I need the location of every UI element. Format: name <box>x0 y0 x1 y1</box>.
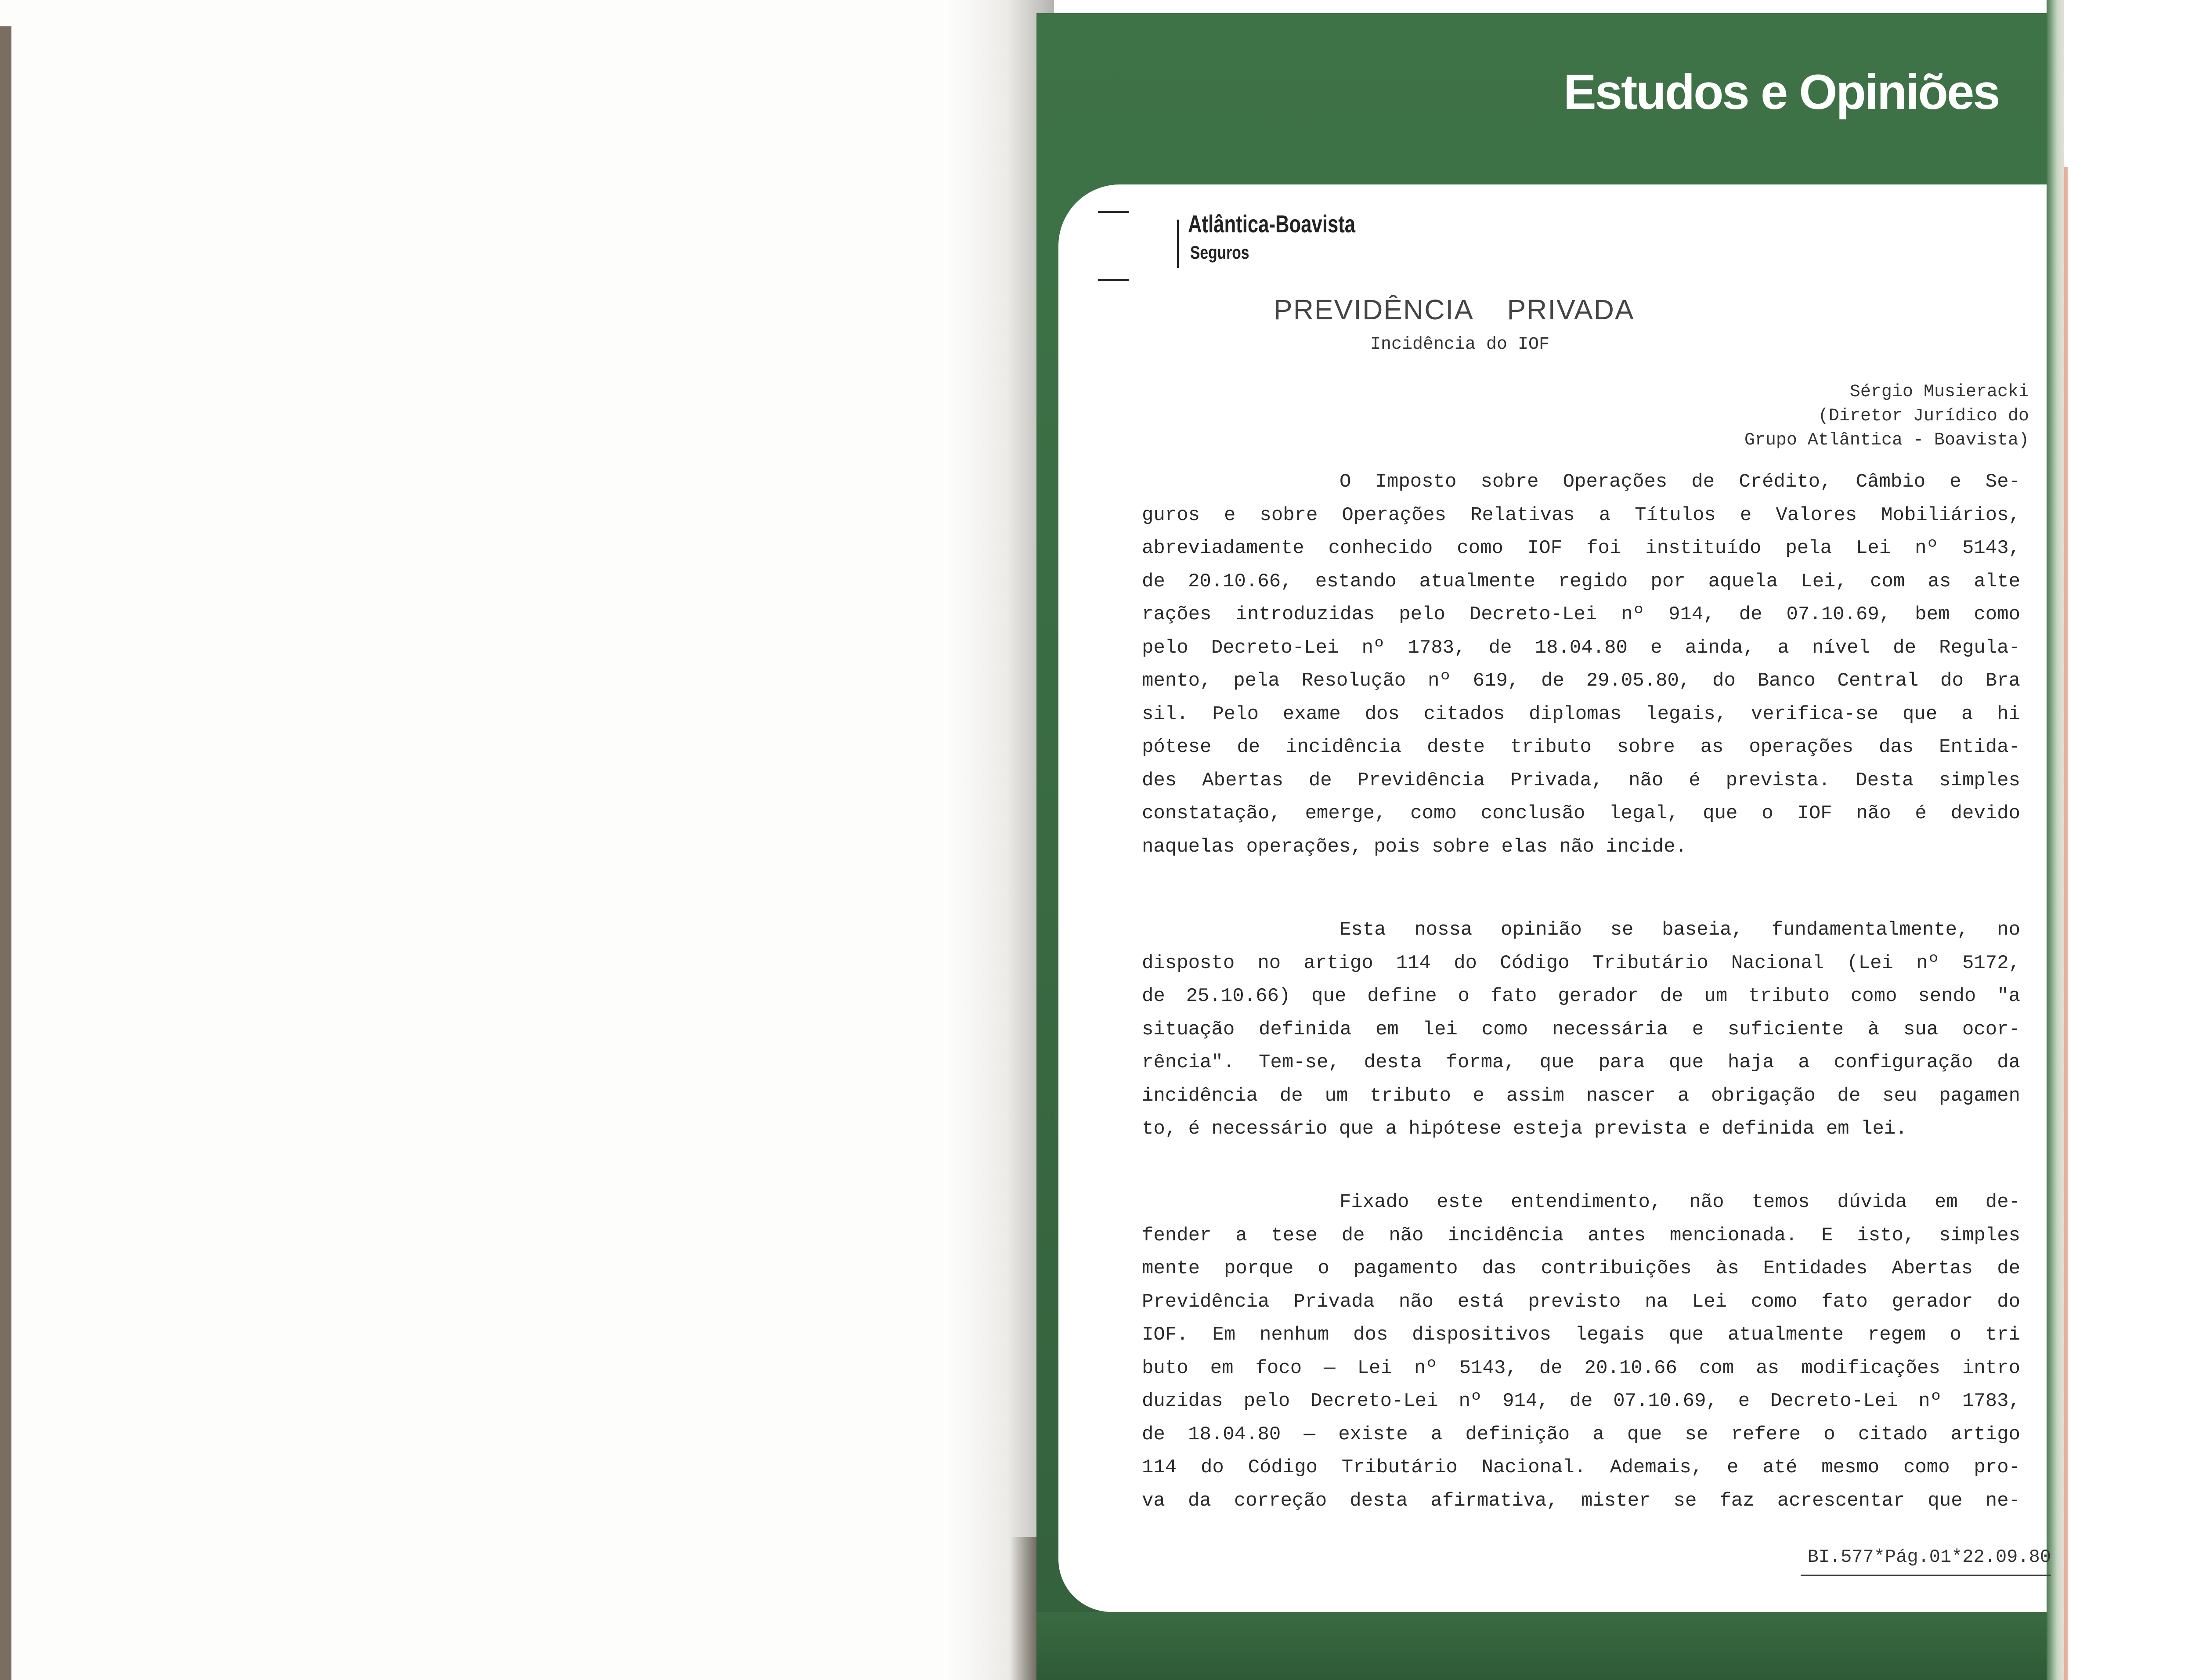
text-line: guros e sobre Operações Relativas a Títulos e Valores Mobiliários, <box>1142 504 2020 526</box>
text-line: mento, pela Resolução nº 619, de 29.05.80, do Banco Central do Bra <box>1142 670 2020 692</box>
text-line: fender a tese de não incidência antes mencionada. E isto, simples <box>1142 1224 2020 1246</box>
text-line: mente porque o pagamento das contribuições às Entidades Abertas de <box>1142 1257 2020 1279</box>
left-page-edge <box>0 26 11 1680</box>
text-line: pelo Decreto-Lei nº 1783, de 18.04.80 e ainda, a nível de Regula- <box>1142 636 2020 659</box>
text-line: de 20.10.66, estando atualmente regido por aquela Lei, com as alte <box>1142 570 2020 593</box>
paragraph-3 <box>1142 1186 2020 1517</box>
right-page-edge <box>2047 0 2064 1680</box>
bottom-green-band <box>1036 1612 2064 1680</box>
text-line: de 18.04.80 — existe a definição a que se refere o citado artigo <box>1142 1423 2020 1445</box>
text-line: incidência de um tributo e assim nascer a obrigação de seu pagamen <box>1142 1084 2020 1107</box>
text-line: constatação, emerge, como conclusão legal, que o IOF não é devido <box>1142 802 2020 824</box>
text-line: disposto no artigo 114 do Código Tributário Nacional (Lei nº 5172, <box>1142 952 2020 974</box>
author-line: Grupo Atlântica - Boavista) <box>1744 430 2029 450</box>
outer-margin <box>2068 0 2188 1680</box>
paragraph-1 <box>1142 466 2020 863</box>
company-logo <box>1098 206 1405 281</box>
text-line: sil. Pelo exame dos citados diplomas legais, verifica-se que a hi <box>1142 703 2020 725</box>
text-line: buto em foco — Lei nº 5143, de 20.10.66 com as modificações intro <box>1142 1357 2020 1379</box>
right-edge-stripe <box>2064 167 2068 1680</box>
logo-name: Atlântica-Boavista <box>1188 210 1356 238</box>
text-line: duzidas pelo Decreto-Lei nº 914, de 07.10.69, e Decreto-Lei nº 1783, <box>1142 1390 2020 1412</box>
text-line: des Abertas de Previdência Privada, não é prevista. Desta simples <box>1142 769 2020 791</box>
text-line: pótese de incidência deste tributo sobre as operações das Entida- <box>1142 736 2020 758</box>
text-line: Esta nossa opinião se baseia, fundamentalmente, no <box>1340 919 2020 941</box>
author-line: (Diretor Jurídico do <box>1818 406 2029 426</box>
text-line: va da correção desta afirmativa, mister se faz acrescentar que ne- <box>1142 1489 2020 1512</box>
text-line: rações introduzidas pelo Decreto-Lei nº 914, de 07.10.69, bem como <box>1142 603 2020 625</box>
section-title: Estudos e Opiniões <box>1563 65 1999 119</box>
footer-rule <box>1801 1575 2051 1576</box>
paragraph-2 <box>1142 914 2020 1146</box>
left-blank-page <box>0 0 1036 1680</box>
text-line: naquelas operações, pois sobre elas não incide. <box>1142 835 1687 858</box>
text-line: Previdência Privada não está previsto na Lei como fato gerador do <box>1142 1290 2020 1313</box>
text-line: de 25.10.66) que define o fato gerador de um tributo como sendo "a <box>1142 985 2020 1007</box>
text-line: situação definida em lei como necessária e suficiente à sua ocor- <box>1142 1018 2020 1041</box>
document-subtitle: Incidência do IOF <box>1370 335 1550 354</box>
author-block <box>1704 380 2029 459</box>
logo-subtitle: Seguros <box>1190 242 1249 263</box>
text-line: 114 do Código Tributário Nacional. Ademais, e até mesmo como pro- <box>1142 1456 2020 1478</box>
author-line: Sérgio Musieracki <box>1849 382 2029 402</box>
logo-divider <box>1177 220 1179 268</box>
text-line: rência". Tem-se, desta forma, que para que haja a configuração da <box>1142 1051 2020 1073</box>
text-line: O Imposto sobre Operações de Crédito, Câmbio e Se- <box>1340 471 2020 493</box>
logo-bracket-icon <box>1098 211 1129 281</box>
document-title: PREVIDÊNCIA PRIVADA <box>1274 294 1635 325</box>
page-reference: BI.577*Pág.01*22.09.80 <box>1807 1546 2051 1568</box>
text-line: abreviadamente conhecido como IOF foi instituído pela Lei nº 5143, <box>1142 537 2020 559</box>
text-line: Fixado este entendimento, não temos dúvida em de- <box>1340 1191 2020 1213</box>
text-line: to, é necessário que a hipótese esteja prevista e definida em lei. <box>1142 1118 1907 1140</box>
text-line: IOF. Em nenhum dos dispositivos legais que atualmente regem o tri <box>1142 1324 2020 1346</box>
